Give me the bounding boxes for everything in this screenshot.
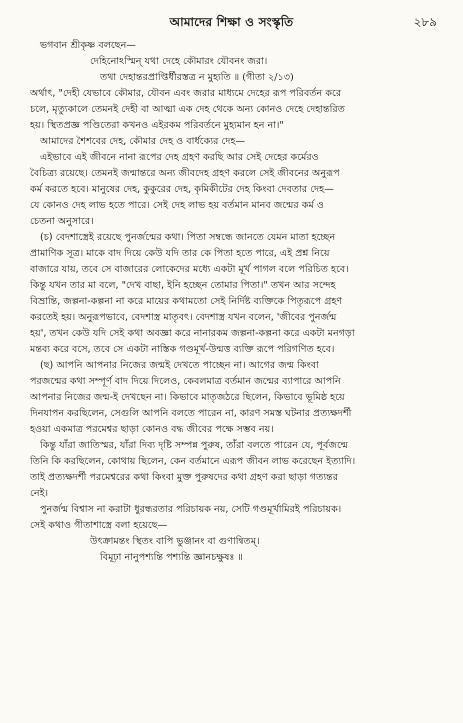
text-line: মন্তব্য করে বসে, তবে সে একটা নাস্তিক গণ্ডমূর্খ-উন্মত্ত ব্যক্তি রূপে পরিগণিত হবে। bbox=[30, 344, 335, 355]
text-line: তিনি কি করছিলেন, কোথায় ছিলেন, কেন বর্তমানে এরূপ জীবন লাভ করেছেন ইত্যাদি। bbox=[30, 456, 356, 467]
text-line: হয়। স্থিতপ্রজ্ঞ পণ্ডিতেরা কখনও এইরকম পরিবর্তনে মুহ্যমান হন না।" bbox=[30, 120, 284, 131]
text-line: অর্থাৎ, "দেহী যেভাবে কৌমার, যৌবন এবং জরার মাধ্যমে দেহের রূপ পরিবর্তন করে bbox=[30, 88, 342, 99]
text-line: (চ) বেদশাস্ত্রেই রয়েছে পুনর্জন্মের কথা। পিতা সম্বন্ধে জানতে যেমন মাতা হচ্ছেন bbox=[40, 232, 336, 243]
text-line: ভগবান শ্রীকৃষ্ণ বলছেন— bbox=[40, 40, 136, 51]
text-line: তাই প্রত্যক্ষদর্শী পরমেশ্বরের কথা কিংবা মুক্ত পুরুষদের কথা গ্রহণ করা ছাড়া গত্যন্তর bbox=[30, 472, 339, 483]
text-line: (ছ) আপনি আপনার নিজের জন্মই দেখতে পাচ্ছেন না। আগের জন্ম কিংবা bbox=[40, 360, 319, 371]
verse-line: দেহিনোঽস্মিন্ যথা দেহে কৌমারং যৌবনং জরা। bbox=[90, 56, 268, 67]
text-line: চলে, মৃত্যুকালে তেমনই দেহী বা আত্মা এক দেহ থেকে অন্য কোনও দেহে দেহান্তরিত bbox=[30, 104, 345, 115]
text-line: কিন্তু যখন তার মা বলে, "দেখ বাছা, ইনি হচ্ছেন তোমার পিতা।" তখন আর সন্দেহ bbox=[30, 280, 336, 291]
text-line: বাজারে যায়, তবে সে বাজারের লোকেদের মধ্যে একটা মূর্খ পাগল বলে পরিচিত হবে। bbox=[30, 264, 349, 275]
text-line: পুনর্জন্ম বিশ্বাস না করাটা ধুরন্ধরতার পরিচায়ক নয়, সেটি গণ্ডমূর্খামিরই পরিচায়ক। bbox=[40, 504, 342, 515]
text-line: বিভ্রান্তি, জল্পনা-কল্পনা না করে মায়ের কথামতো সেই নির্দিষ্ট ব্যক্তিকে পিতৃরূপে গ্রহণ bbox=[30, 296, 343, 307]
page-body bbox=[30, 38, 441, 715]
text-line: করতেই হয়। অনুরূপভাবে, বেদশাস্ত্র মাতৃবৎ। বেদশাস্ত্র যখন বলেন, 'জীবের পুনর্জন্ম bbox=[30, 312, 337, 323]
text-line: আপনার নিজের জন্ম-ই দেখছেন না। কিভাবে মাতৃজঠরে ছিলেন, কিভাবে ভূমিষ্ঠ হয়ে bbox=[30, 392, 345, 403]
text-line: আমাদের শৈশবের দেহ, কৌমার দেহ ও বার্ধক্যের দেহ— bbox=[40, 136, 246, 147]
text-line: যে কোনও দেহ লাভ হতে পারে। সেই দেহ লাভ হয় বর্তমান মানব জন্মের কর্ম ও bbox=[30, 200, 324, 211]
text-line: নেই। bbox=[30, 488, 49, 499]
text-line: হওয়া একমাত্র পরমেশ্বর ছাড়া কোনও বদ্ধ জীবের পক্ষে সম্ভব নয়। bbox=[30, 424, 274, 435]
text-line: কর্ম করতে হবে। মানুষের দেহ, কুকুরের দেহ, কৃমিকীটের দেহ কিংবা দেবতার দেহ— bbox=[30, 184, 334, 195]
page-number: ২৮৯ bbox=[413, 15, 437, 29]
running-title: আমাদের শিক্ষা ও সংস্কৃতি bbox=[169, 15, 294, 29]
text-line: এইভাবে এই জীবনে নানা রূপের দেহ গ্রহণ করছি আর সেই দেহের কর্মেরও bbox=[40, 152, 319, 163]
text-line: বৈচিত্র্য রয়েছে। তেমনই জন্মান্তরে অন্য জীবদেহ গ্রহণ করলে সেই জীবনের অনুরূপ bbox=[30, 168, 340, 179]
page-header bbox=[0, 14, 463, 32]
text-line: দিনযাপন করছিলেন, সেগুলি আপনি বলতে পারেন না, কারণ সমস্ত ঘটনার প্রত্যক্ষদর্শী bbox=[30, 408, 352, 419]
verse-line: উৎক্রামন্তং স্থিতং বাপি ভুঞ্জানং বা গুণান্বিতম্। bbox=[90, 536, 260, 547]
text-line: চেতনা অনুসারে। bbox=[30, 216, 94, 227]
text-line: সেই কথাও গীতাশাস্ত্রে বলা হয়েছে— bbox=[30, 520, 168, 531]
verse-line: বিমূঢ়া নানুপশ্যন্তি পশ্যন্তি জ্ঞানচক্ষুষঃ ॥ bbox=[100, 552, 243, 563]
text-line: কিন্তু যাঁরা জাতিস্মর, যাঁরা দিব্য দৃষ্টি সম্পন্ন পুরুষ, তাঁরা বলতে পারেন যে, পূর্বজন্মে bbox=[40, 440, 349, 451]
text-line: হয়', তখন কেউ যদি সেই কথা অবজ্ঞা করে নানারকম জল্পনা-কল্পনা করে একটা মনগড়া bbox=[30, 328, 355, 339]
verse-line: তথা দেহান্তরপ্রাপ্তির্ধীরস্তত্র ন মুহ্যতি ॥ (গীতা ২/১৩) bbox=[100, 72, 294, 83]
text-line: পরজন্মের কথা সম্পূর্ণ বাদ দিয়ে দিলেও, কেবলমাত্র বর্তমান জন্মের ব্যাপারে আপনি bbox=[30, 376, 341, 387]
text-line: প্রামাণিক সূত্র। মাকে বাদ দিয়ে কেউ যদি তার কে পিতা হতে পারে, এই প্রশ্ন নিয়ে bbox=[30, 248, 330, 259]
